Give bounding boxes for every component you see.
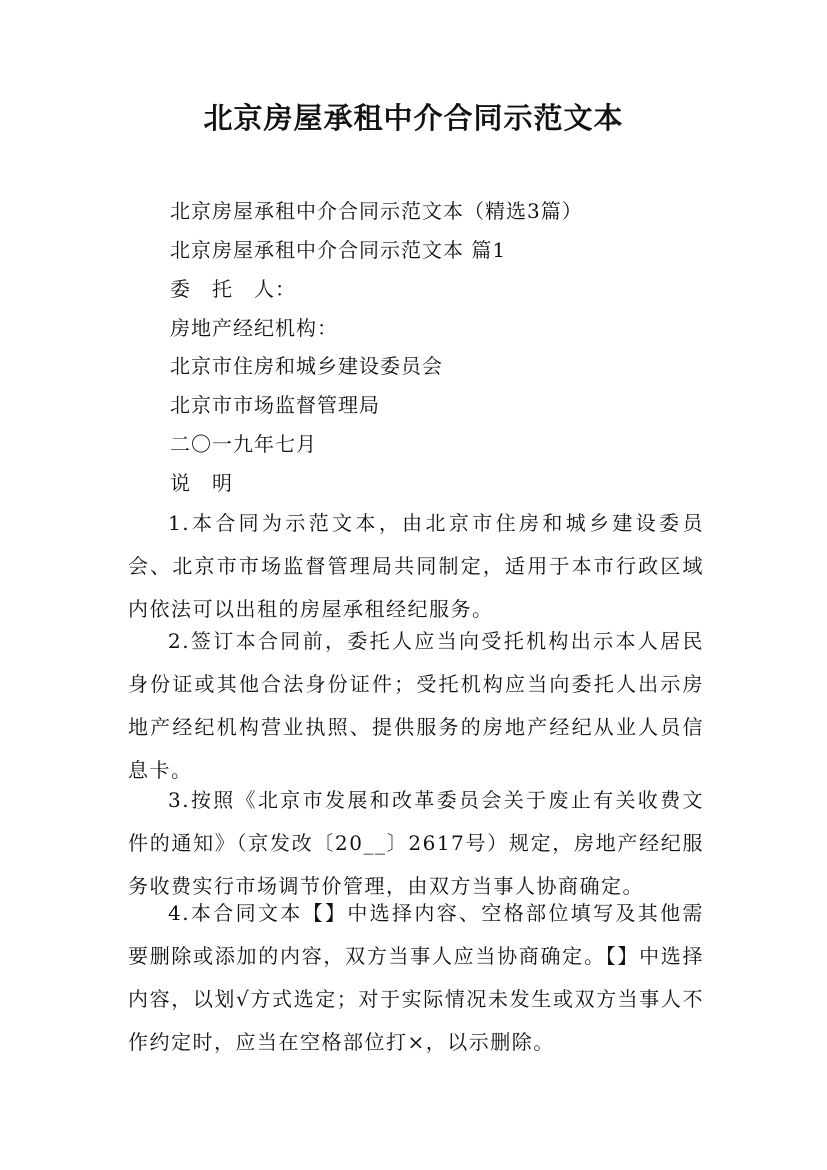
note-paragraph-3: 3.按照《北京市发展和改革委员会关于废止有关收费文件的通知》（京发改〔20__〕2617号）规定，房地产经纪服务收费实行市场调节价管理，由双方当事人协商确定。: [128, 788, 704, 898]
note-paragraph-4: 4.本合同文本【】中选择内容、空格部位填写及其他需要删除或添加的内容，双方当事人应当协商确定。【】中选择内容，以划√方式选定；对于实际情况未发生或双方当事人不作约定时，应当在空格部位打×，以示删除。: [128, 901, 704, 1054]
issue-date: 二〇一九年七月: [170, 432, 317, 456]
subtitle-line: 北京房屋承租中介合同示范文本（精选3篇）: [170, 199, 583, 223]
note-paragraph-1: 1.本合同为示范文本，由北京市住房和城乡建设委员会、北京市市场监督管理局共同制定，适用于本市行政区域内依法可以出租的房屋承租经纪服务。: [128, 511, 704, 621]
client-label: 委 托 人：: [170, 277, 296, 301]
agency-label: 房地产经纪机构：: [170, 316, 338, 340]
note-paragraph-2: 2.签订本合同前，委托人应当向受托机构出示本人居民身份证或其他合法身份证件；受托机构应当向委托人出示房地产经纪机构营业执照、提供服务的房地产经纪从业人员信息卡。: [128, 629, 704, 782]
document-title: 北京房屋承租中介合同示范文本: [203, 101, 624, 135]
issuer-line-1: 北京市住房和城乡建设委员会: [170, 354, 443, 378]
section-heading: 北京房屋承租中介合同示范文本 篇1: [170, 238, 507, 262]
issuer-line-2: 北京市市场监督管理局: [170, 393, 380, 417]
notes-heading: 说 明: [170, 471, 233, 495]
